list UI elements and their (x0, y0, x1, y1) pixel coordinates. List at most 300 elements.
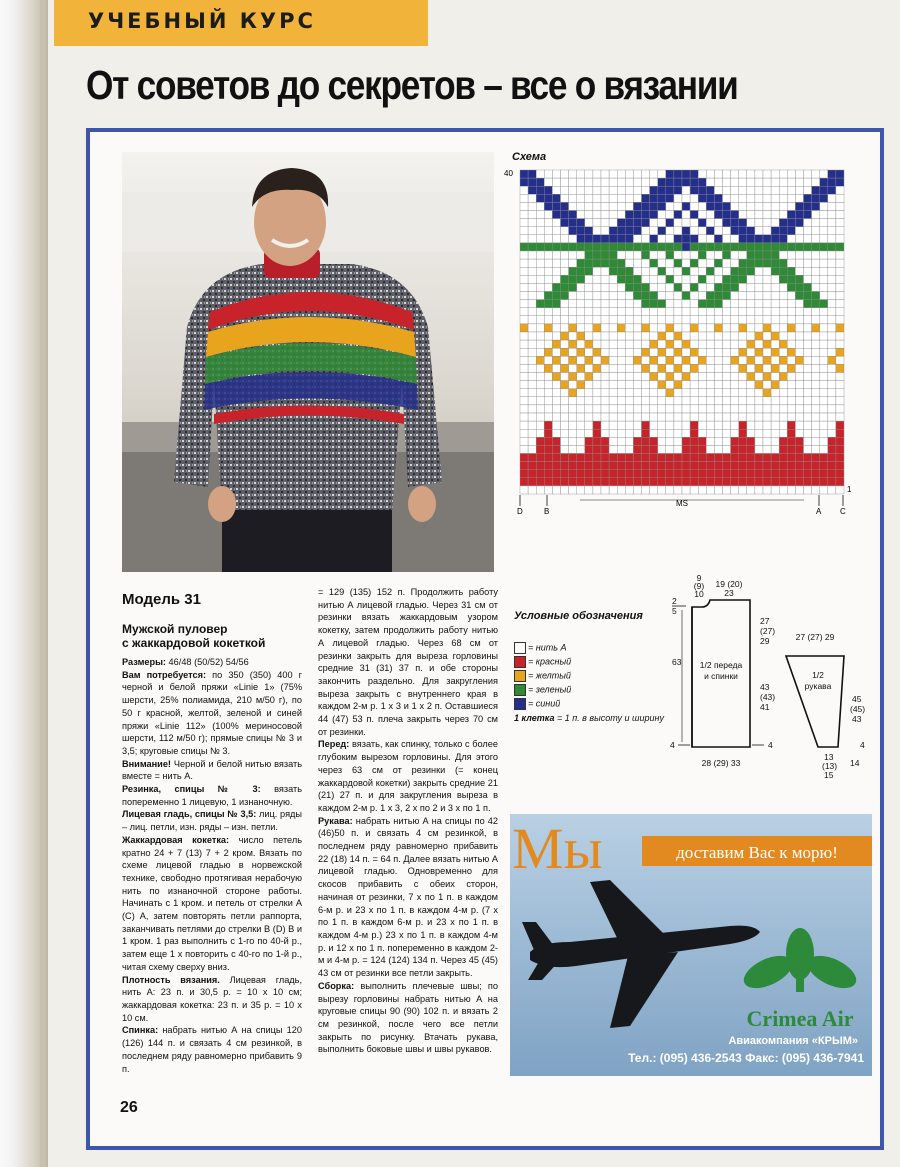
chart-cell (520, 356, 528, 364)
model-subtitle (122, 622, 312, 650)
chart-cell (585, 462, 593, 470)
chart-cell (723, 478, 731, 486)
chart-cell (804, 413, 812, 421)
chart-cell (828, 227, 836, 235)
chart-cell (625, 421, 633, 429)
chart-cell (755, 275, 763, 283)
chart-cell (731, 364, 739, 372)
chart-cell (739, 300, 747, 308)
marker-b: B (544, 507, 550, 516)
chart-cell (609, 194, 617, 202)
chart-cell (804, 251, 812, 259)
chart-cell (528, 243, 536, 251)
rib-4-left: 4 (670, 740, 675, 750)
chart-cell (609, 454, 617, 462)
chart-cell (779, 381, 787, 389)
chart-cell (625, 462, 633, 470)
jacquard-paragraph (122, 834, 302, 974)
chart-cell (625, 429, 633, 437)
chart-cell (569, 364, 577, 372)
chart-cell (714, 251, 722, 259)
chart-cell (658, 437, 666, 445)
chart-cell (739, 421, 747, 429)
chart-cell (828, 364, 836, 372)
chart-cell (528, 292, 536, 300)
chart-cell (601, 202, 609, 210)
chart-cell (795, 316, 803, 324)
crimea-air-advertisement[interactable] (510, 814, 872, 1076)
chart-cell (561, 235, 569, 243)
chart-cell (795, 308, 803, 316)
chart-cell (674, 356, 682, 364)
chart-cell (779, 454, 787, 462)
chart-cell (690, 389, 698, 397)
chart-cell (666, 340, 674, 348)
chart-cell (706, 308, 714, 316)
chart-cell (731, 324, 739, 332)
chart-cell (569, 202, 577, 210)
chart-cell (520, 170, 528, 178)
chart-cell (723, 275, 731, 283)
chart-cell (552, 186, 560, 194)
chart-cell (795, 405, 803, 413)
chart-cell (552, 421, 560, 429)
chart-cell (706, 178, 714, 186)
chart-cell (520, 373, 528, 381)
chart-cell (633, 454, 641, 462)
chart-cell (763, 186, 771, 194)
chart-cell (771, 316, 779, 324)
chart-cell (650, 186, 658, 194)
chart-cell (763, 340, 771, 348)
chart-cell (625, 405, 633, 413)
chart-cell (528, 186, 536, 194)
chart-cell (544, 219, 552, 227)
chart-cell (690, 267, 698, 275)
chart-cell (779, 300, 787, 308)
chart-cell (674, 454, 682, 462)
ad-headline: Мы (512, 816, 603, 881)
chart-cell (763, 211, 771, 219)
chart-cell (763, 462, 771, 470)
chart-cell (642, 454, 650, 462)
chart-cell (690, 470, 698, 478)
chart-cell (617, 437, 625, 445)
chart-cell (609, 373, 617, 381)
chart-cell (674, 340, 682, 348)
chart-cell (836, 340, 844, 348)
chart-cell (561, 202, 569, 210)
chart-cell (642, 373, 650, 381)
chart-cell (633, 332, 641, 340)
chart-cell (544, 308, 552, 316)
chart-cell (577, 324, 585, 332)
chart-cell (723, 259, 731, 267)
chart-cell (779, 389, 787, 397)
chart-cell (836, 324, 844, 332)
chart-cell (544, 389, 552, 397)
chart-cell (520, 437, 528, 445)
chart-cell (569, 283, 577, 291)
chart-cell (577, 292, 585, 300)
chart-cell (617, 300, 625, 308)
chart-cell (520, 429, 528, 437)
chart-cell (812, 397, 820, 405)
ad-company: Авиакомпания «КРЫМ» (728, 1035, 858, 1047)
chart-cell (795, 397, 803, 405)
chart-cell (836, 470, 844, 478)
chart-cell (528, 397, 536, 405)
chart-cell (804, 308, 812, 316)
chart-cell (601, 381, 609, 389)
chart-cell (723, 219, 731, 227)
chart-cell (520, 227, 528, 235)
chart-cell (561, 486, 569, 494)
chart-cell (650, 308, 658, 316)
chart-cell (706, 397, 714, 405)
chart-cell (706, 202, 714, 210)
chart-cell (714, 462, 722, 470)
chart-cell (674, 429, 682, 437)
chart-cell (658, 405, 666, 413)
chart-cell (536, 445, 544, 453)
chart-cell (552, 486, 560, 494)
chart-cell (747, 292, 755, 300)
chart-cell (706, 454, 714, 462)
chart-cell (674, 462, 682, 470)
chart-cell (787, 486, 795, 494)
chart-cell (658, 259, 666, 267)
chart-cell (577, 364, 585, 372)
chart-cell (609, 364, 617, 372)
chart-cell (731, 170, 739, 178)
chart-cell (812, 235, 820, 243)
chart-cell (569, 324, 577, 332)
chart-cell (714, 486, 722, 494)
chart-cell (601, 462, 609, 470)
chart-cell (585, 316, 593, 324)
chart-cell (601, 259, 609, 267)
chart-cell (723, 170, 731, 178)
chart-cell (795, 462, 803, 470)
chart-cell (795, 348, 803, 356)
chart-cell (804, 397, 812, 405)
chart-cell (633, 340, 641, 348)
chart-cell (779, 470, 787, 478)
chart-cell (552, 283, 560, 291)
chart-cell (771, 235, 779, 243)
chart-cell (569, 373, 577, 381)
chart-cell (723, 429, 731, 437)
chart-cell (625, 413, 633, 421)
chart-cell (763, 364, 771, 372)
chart-cell (569, 178, 577, 186)
body-label-1: 1/2 переда (699, 660, 743, 670)
length-63: 63 (672, 657, 682, 667)
chart-cell (633, 462, 641, 470)
chart-cell (633, 389, 641, 397)
chart-cell (779, 178, 787, 186)
chart-cell (642, 292, 650, 300)
chart-cell (536, 381, 544, 389)
chart-cell (779, 243, 787, 251)
chart-cell (755, 300, 763, 308)
chart-cell (633, 211, 641, 219)
chart-cell (577, 219, 585, 227)
chart-cell (633, 364, 641, 372)
chart-cell (755, 405, 763, 413)
chart-cell (561, 462, 569, 470)
chart-cell (771, 454, 779, 462)
neck-top-b: (9) (693, 581, 705, 591)
chart-cell (714, 445, 722, 453)
chart-cell (747, 202, 755, 210)
chart-cell (593, 340, 601, 348)
chart-cell (787, 356, 795, 364)
chart-cell (804, 235, 812, 243)
chart-cell (747, 283, 755, 291)
chart-cell (593, 437, 601, 445)
chart-cell (674, 259, 682, 267)
chart-cell (739, 219, 747, 227)
chart-cell (787, 421, 795, 429)
chart-cell (714, 324, 722, 332)
chart-cell (706, 267, 714, 275)
chart-cell (561, 211, 569, 219)
chart-cell (812, 259, 820, 267)
chart-cell (723, 243, 731, 251)
chart-cell (674, 397, 682, 405)
chart-cell (633, 275, 641, 283)
chart-cell (617, 292, 625, 300)
chart-cell (747, 259, 755, 267)
chart-cell (755, 243, 763, 251)
chart-cell (650, 397, 658, 405)
chart-cell (633, 308, 641, 316)
chart-cell (674, 445, 682, 453)
chart-cell (674, 283, 682, 291)
chart-cell (625, 235, 633, 243)
chart-cell (666, 445, 674, 453)
chart-cell (625, 267, 633, 275)
chart-cell (561, 324, 569, 332)
chart-cell (828, 235, 836, 243)
chart-cell (617, 348, 625, 356)
chart-cell (828, 243, 836, 251)
chart-cell (763, 397, 771, 405)
chart-cell (577, 251, 585, 259)
side-43: 43 (760, 682, 770, 692)
chart-cell (601, 292, 609, 300)
chart-cell (795, 478, 803, 486)
chart-cell (698, 251, 706, 259)
chart-cell (812, 219, 820, 227)
back-label: Спинка: (122, 1025, 159, 1036)
chart-cell (617, 454, 625, 462)
chart-cell (812, 283, 820, 291)
chart-cell (528, 381, 536, 389)
chart-cell (836, 235, 844, 243)
chart-cell (763, 332, 771, 340)
sleeves-paragraph (318, 815, 498, 980)
chart-cell (528, 211, 536, 219)
chart-cell (771, 413, 779, 421)
chart-cell (561, 194, 569, 202)
chart-cell (601, 356, 609, 364)
chart-cell (601, 235, 609, 243)
chart-cell (528, 202, 536, 210)
chart-cell (698, 324, 706, 332)
chart-cell (755, 413, 763, 421)
chart-cell (642, 470, 650, 478)
chart-cell (520, 259, 528, 267)
chart-cell (642, 332, 650, 340)
chart-cell (674, 308, 682, 316)
chart-cell (836, 316, 844, 324)
chart-cell (666, 275, 674, 283)
chart-cell (658, 478, 666, 486)
chart-cell (747, 324, 755, 332)
chart-cell (552, 340, 560, 348)
chart-cell (747, 445, 755, 453)
chart-cell (609, 486, 617, 494)
chart-cell (528, 267, 536, 275)
chart-cell (552, 243, 560, 251)
chart-cell (698, 243, 706, 251)
chart-cell (658, 324, 666, 332)
chart-cell (714, 356, 722, 364)
chart-cell (520, 364, 528, 372)
chart-cell (536, 348, 544, 356)
chart-cell (633, 324, 641, 332)
armhole-29: 29 (760, 636, 770, 646)
attention-text: Черной и белой нитью вязать вместе = нить А. (122, 758, 302, 782)
chart-cell (593, 292, 601, 300)
chart-cell (723, 308, 731, 316)
chart-cell (666, 413, 674, 421)
chart-cell (763, 275, 771, 283)
chart-cell (682, 413, 690, 421)
chart-cell (633, 227, 641, 235)
chart-cell (585, 211, 593, 219)
chart-cell (763, 178, 771, 186)
chart-cell (552, 211, 560, 219)
chart-cell (771, 267, 779, 275)
chart-cell (755, 470, 763, 478)
chart-cell (804, 170, 812, 178)
chart-cell (593, 170, 601, 178)
chart-cell (714, 332, 722, 340)
chart-cell (569, 308, 577, 316)
chart-cell (609, 405, 617, 413)
sizes-label: Размеры: (122, 657, 166, 667)
chart-cell (552, 437, 560, 445)
chart-cell (520, 202, 528, 210)
chart-cell (779, 332, 787, 340)
chart-cell (747, 413, 755, 421)
chart-cell (828, 405, 836, 413)
chart-cell (569, 429, 577, 437)
chart-cell (698, 170, 706, 178)
chart-cell (674, 267, 682, 275)
chart-cell (812, 194, 820, 202)
chart-cell (658, 219, 666, 227)
chart-cell (577, 202, 585, 210)
chart-cell (820, 202, 828, 210)
chart-cell (552, 251, 560, 259)
chart-cell (682, 364, 690, 372)
chart-cell (820, 373, 828, 381)
chart-cell (690, 429, 698, 437)
chart-cell (666, 389, 674, 397)
chart-cell (690, 445, 698, 453)
chart-cell (828, 373, 836, 381)
chart-cell (820, 381, 828, 389)
chart-cell (731, 316, 739, 324)
chart-cell (731, 259, 739, 267)
chart-cell (795, 251, 803, 259)
chart-cell (617, 219, 625, 227)
chart-cell (682, 170, 690, 178)
chart-cell (812, 429, 820, 437)
chart-cell (601, 211, 609, 219)
chart-cell (593, 251, 601, 259)
chart-cell (787, 219, 795, 227)
chart-cell (706, 389, 714, 397)
sleeves-text: набрать нитью А на спицы по 42 (46)50 п. и связать 4 см резинкой, в последнем ряду равномерно прибавить 22 (18) 14 п. = 64 п. Далее вязать нитью А лицевой гладью. Одновременно для скосов прибавить с обеих сторон, начиная от резинки, 7 х по 1 п. в каждом 6-м р. и 23 х по 1 п. в каждом 4-м р. (7 х по 1 п. в каждом 6-м р. и 23 х по 1 п. в каждом 4-м р.) 23 х по 1 п. в каждом 4-м р. и 12 х по 1 п. попеременно в каждом 2-м и 4-м р. = 124 (124) 134 п. Через 45 (45) 43 см от резинки все петли закрыть. (318, 815, 498, 979)
chart-cell (787, 227, 795, 235)
chart-cell (569, 194, 577, 202)
marker-c: C (840, 507, 846, 516)
chart-cell (528, 194, 536, 202)
chart-cell (569, 251, 577, 259)
chart-cell (666, 373, 674, 381)
chart-cell (820, 243, 828, 251)
chart-cell (836, 243, 844, 251)
front-paragraph (318, 738, 498, 814)
chart-cell (609, 170, 617, 178)
chart-cell (828, 478, 836, 486)
chart-cell (561, 267, 569, 275)
chart-cell (690, 243, 698, 251)
chart-cell (625, 381, 633, 389)
chart-cell (820, 251, 828, 259)
chart-cell (642, 170, 650, 178)
legend-item-blue (514, 698, 560, 710)
chart-cell (544, 267, 552, 275)
chart-cell (747, 405, 755, 413)
chart-cell (804, 267, 812, 275)
chart-cell (787, 405, 795, 413)
chart-cell (755, 202, 763, 210)
chart-cell (795, 219, 803, 227)
chart-cell (690, 405, 698, 413)
chart-cell (755, 178, 763, 186)
chart-cell (836, 283, 844, 291)
chart-cell (674, 251, 682, 259)
section-tag-label: УЧЕБНЫЙ КУРС (88, 9, 316, 33)
chart-cell (674, 413, 682, 421)
chart-cell (714, 283, 722, 291)
row-label-bottom: 1 (847, 485, 852, 494)
chart-cell (698, 445, 706, 453)
chart-cell (779, 316, 787, 324)
chart-cell (755, 170, 763, 178)
chart-cell (828, 259, 836, 267)
chart-cell (625, 478, 633, 486)
spine-shadow (40, 0, 46, 1167)
chart-cell (787, 235, 795, 243)
